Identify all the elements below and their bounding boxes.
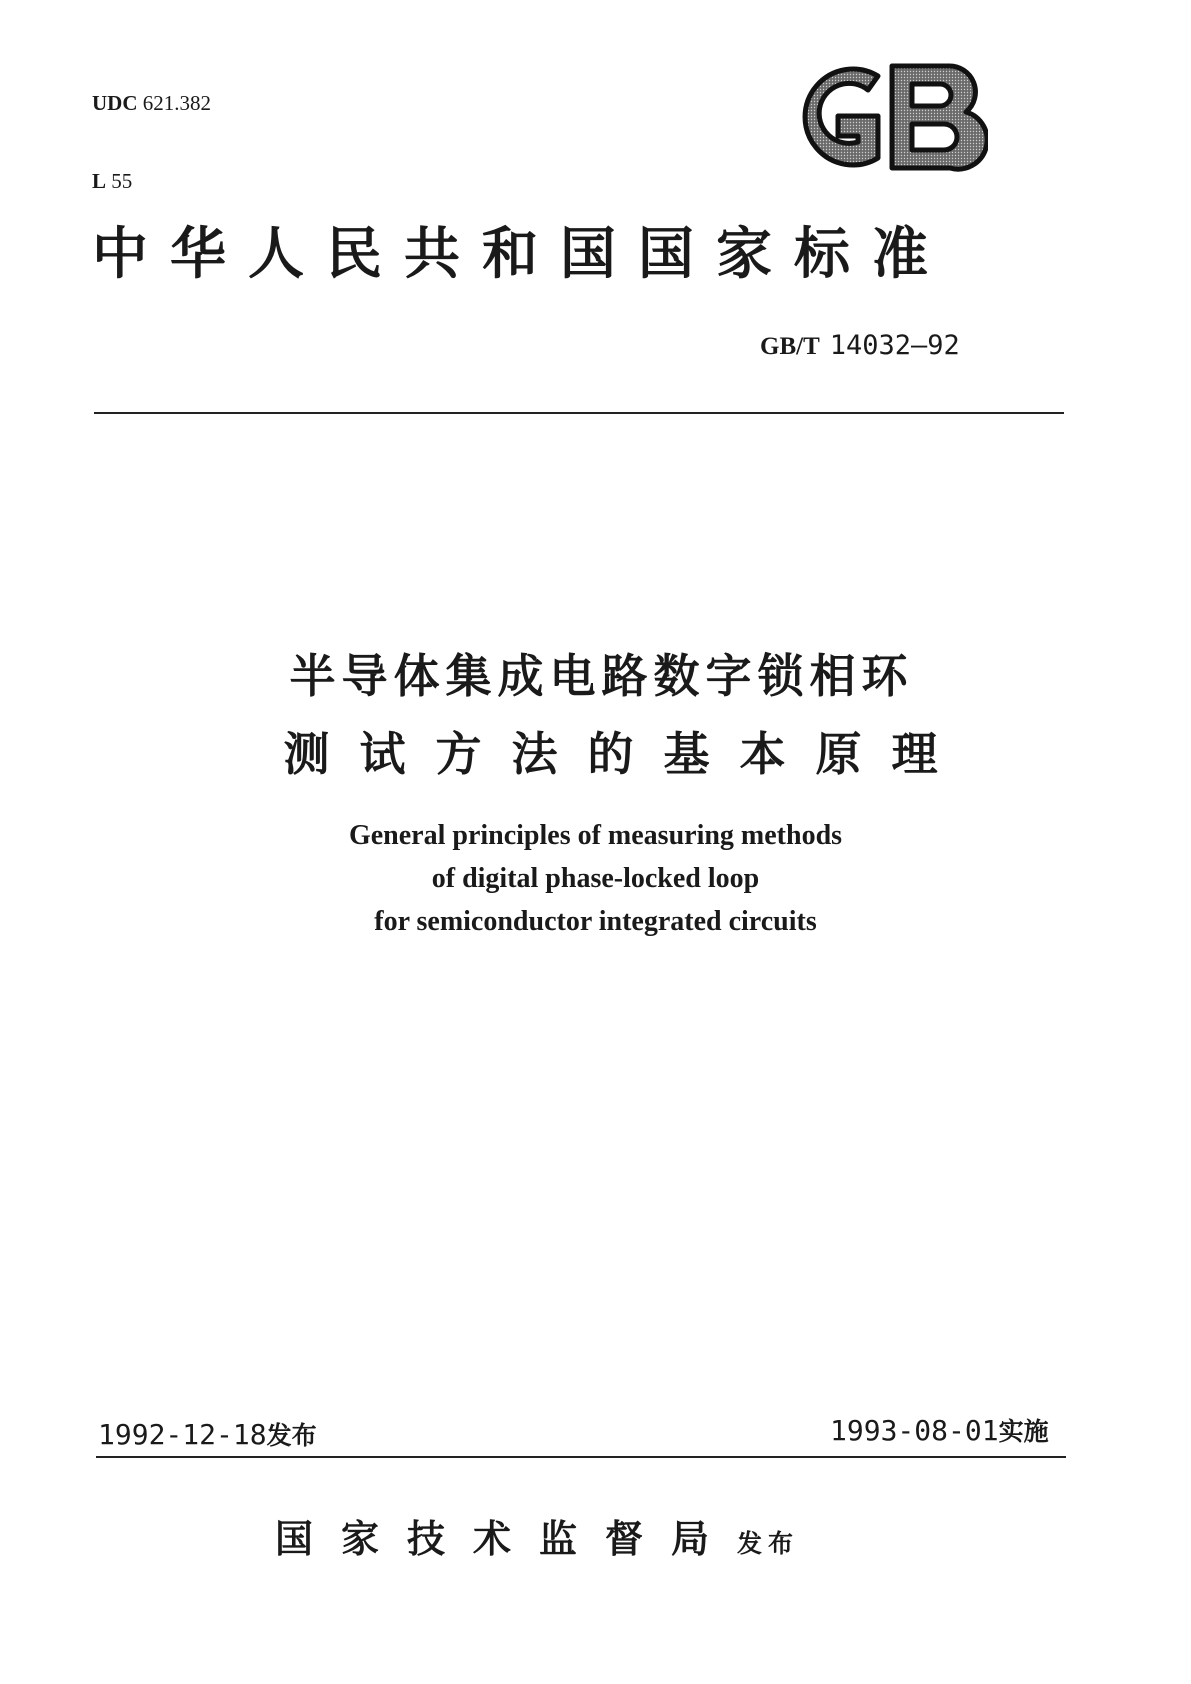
issue-date-label: 发布	[266, 1421, 317, 1450]
standard-code-number: 14032—92	[829, 330, 960, 361]
issue-date-value: 1992-12-18	[98, 1418, 267, 1451]
title-en-line3: for semiconductor integrated circuits	[374, 906, 817, 937]
gb-logo-icon	[780, 58, 988, 176]
udc-label: UDC	[92, 91, 138, 115]
publisher-action: 发布	[737, 1529, 800, 1558]
udc-value: 621.382	[142, 91, 211, 115]
class-label: L	[92, 169, 107, 193]
classification-block	[92, 38, 211, 220]
title-zh-line2: 测试方法的基本原理	[283, 727, 968, 781]
title-en-line2: of digital phase-locked loop	[431, 863, 760, 894]
standard-code	[760, 330, 960, 361]
effective-date	[830, 1412, 1049, 1448]
effective-date-value: 1993-08-01	[830, 1414, 999, 1447]
standard-title: 中华人民共和国国家标准	[92, 221, 950, 287]
effective-date-label: 实施	[998, 1417, 1049, 1446]
title-en-line1: General principles of measuring methods	[348, 820, 843, 851]
class-line	[92, 168, 211, 194]
title-zh-line1: 半导体集成电路数字锁相环	[289, 649, 914, 703]
udc-line	[92, 90, 211, 116]
issue-date	[98, 1416, 317, 1452]
class-value: 55	[111, 169, 133, 193]
divider-top	[94, 412, 1064, 414]
standard-code-prefix: GB/T	[760, 333, 820, 360]
publisher-name: 国家技术监督局	[275, 1516, 738, 1561]
divider-bottom	[96, 1456, 1066, 1458]
publisher	[275, 1508, 799, 1563]
